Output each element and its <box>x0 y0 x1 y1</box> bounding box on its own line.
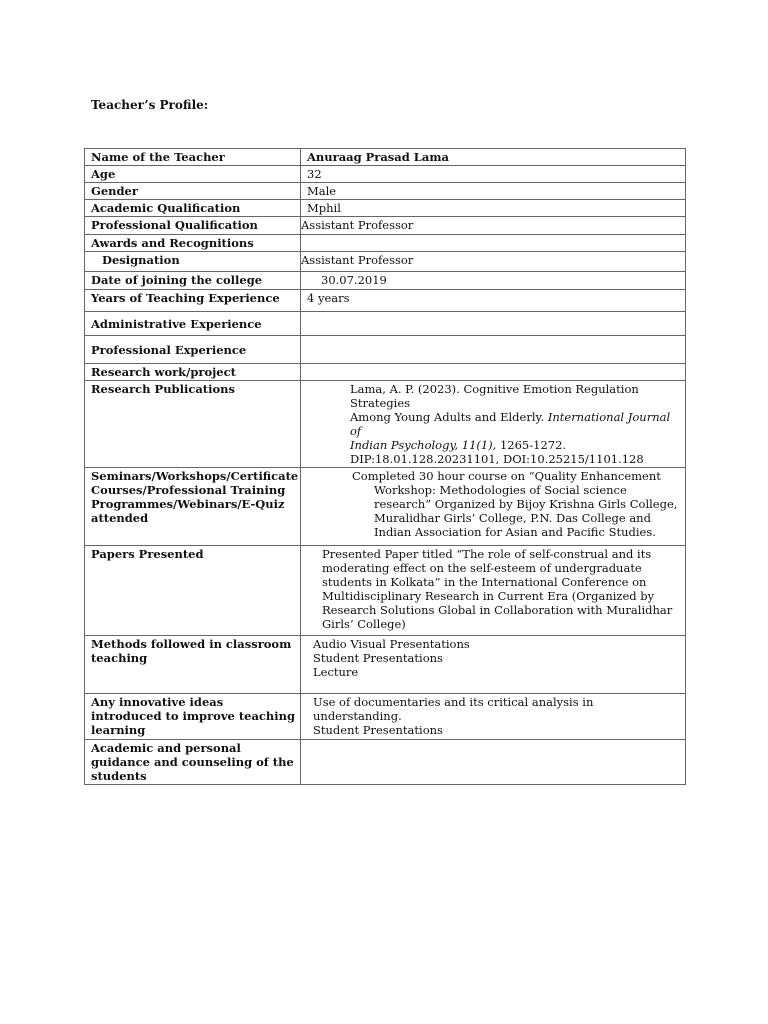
row-value: 32 <box>301 166 686 183</box>
method-item: Audio Visual Presentations <box>313 637 470 651</box>
row-value <box>301 235 686 252</box>
row-value: 30.07.2019 <box>301 272 686 290</box>
publication-pages: 1265-1272. <box>496 438 567 452</box>
page-title: Teacher’s Profile: <box>91 98 209 112</box>
table-row <box>85 272 686 290</box>
row-label: Designation <box>85 252 301 272</box>
table-row <box>85 546 686 636</box>
row-value <box>301 740 686 785</box>
innovative-item: Use of documentaries and its critical analysis in understanding. <box>313 695 594 723</box>
table-row <box>85 364 686 381</box>
row-label: Any innovative ideas introduced to improve teaching learning <box>85 694 301 740</box>
row-label: Professional Qualification <box>85 217 301 235</box>
table-row <box>85 200 686 217</box>
row-value <box>301 336 686 364</box>
row-label: Awards and Recognitions <box>85 235 301 252</box>
table-row <box>85 694 686 740</box>
row-value: Mphil <box>301 200 686 217</box>
row-value <box>301 364 686 381</box>
row-label: Methods followed in classroom teaching <box>85 636 301 694</box>
row-value: Male <box>301 183 686 200</box>
innovative-item: Student Presentations <box>313 723 443 737</box>
seminar-first-line: Completed 30 hour course on “Quality Enhancement <box>352 469 661 483</box>
paper-cell: Presented Paper titled “The role of self-construal and its moderating effect on the self-esteem of undergraduate students in Kolkata” in the International Conference on Multidisciplinary Research in Current Era (Organized by Research Solutions Global in Collaboration with Muralidhar Girls’ College) <box>301 546 686 636</box>
row-label: Research work/project <box>85 364 301 381</box>
table-row <box>85 183 686 200</box>
row-label: Date of joining the college <box>85 272 301 290</box>
row-label: Academic Qualification <box>85 200 301 217</box>
row-label: Academic and personal guidance and counseling of the students <box>85 740 301 785</box>
row-value <box>301 312 686 336</box>
table-row <box>85 636 686 694</box>
row-label: Name of the Teacher <box>85 149 301 166</box>
row-value: Assistant Professor <box>301 217 686 235</box>
row-label: Years of Teaching Experience <box>85 290 301 312</box>
journal-name: International Journal of <box>350 410 671 438</box>
row-value: 4 years <box>301 290 686 312</box>
method-item: Lecture <box>313 665 359 679</box>
method-item: Student Presentations <box>313 651 443 665</box>
table-row <box>85 217 686 235</box>
publication-doi: DIP:18.01.128.20231101, DOI:10.25215/1101.128 <box>350 452 644 466</box>
journal-volume: Indian Psychology, 11(1), <box>350 438 497 452</box>
seminar-details: Workshop: Methodologies of Social science research” Organized by Bijoy Krishna Girls College, Muralidhar Girls’ College, P.N. Das College and Indian Association for Asian and Pacific Studies. <box>374 483 678 539</box>
row-label: Gender <box>85 183 301 200</box>
row-label: Seminars/Workshops/Certificate Courses/Professional Training Programmes/Webinars/E-Quiz attended <box>85 468 301 546</box>
teacher-profile-table <box>84 148 686 785</box>
row-label: Research Publications <box>85 381 301 468</box>
publication-line <box>350 438 681 452</box>
table-row <box>85 381 686 468</box>
table-row <box>85 468 686 546</box>
row-label: Papers Presented <box>85 546 301 636</box>
row-label: Age <box>85 166 301 183</box>
methods-cell <box>301 636 686 694</box>
table-row <box>85 312 686 336</box>
table-row <box>85 166 686 183</box>
table-row <box>85 336 686 364</box>
publication-cell <box>301 381 686 468</box>
innovative-cell <box>301 694 686 740</box>
table-row <box>85 252 686 272</box>
table-row <box>85 740 686 785</box>
publication-text: Among Young Adults and Elderly. <box>350 410 548 424</box>
publication-line: Lama, A. P. (2023). Cognitive Emotion Regulation Strategies <box>350 382 639 410</box>
table-row <box>85 290 686 312</box>
row-value: Anuraag Prasad Lama <box>301 149 686 166</box>
row-label: Professional Experience <box>85 336 301 364</box>
table-row <box>85 149 686 166</box>
row-value: Assistant Professor <box>301 252 686 272</box>
row-label: Administrative Experience <box>85 312 301 336</box>
table-row <box>85 235 686 252</box>
publication-line <box>350 410 681 438</box>
seminar-cell <box>301 468 686 546</box>
